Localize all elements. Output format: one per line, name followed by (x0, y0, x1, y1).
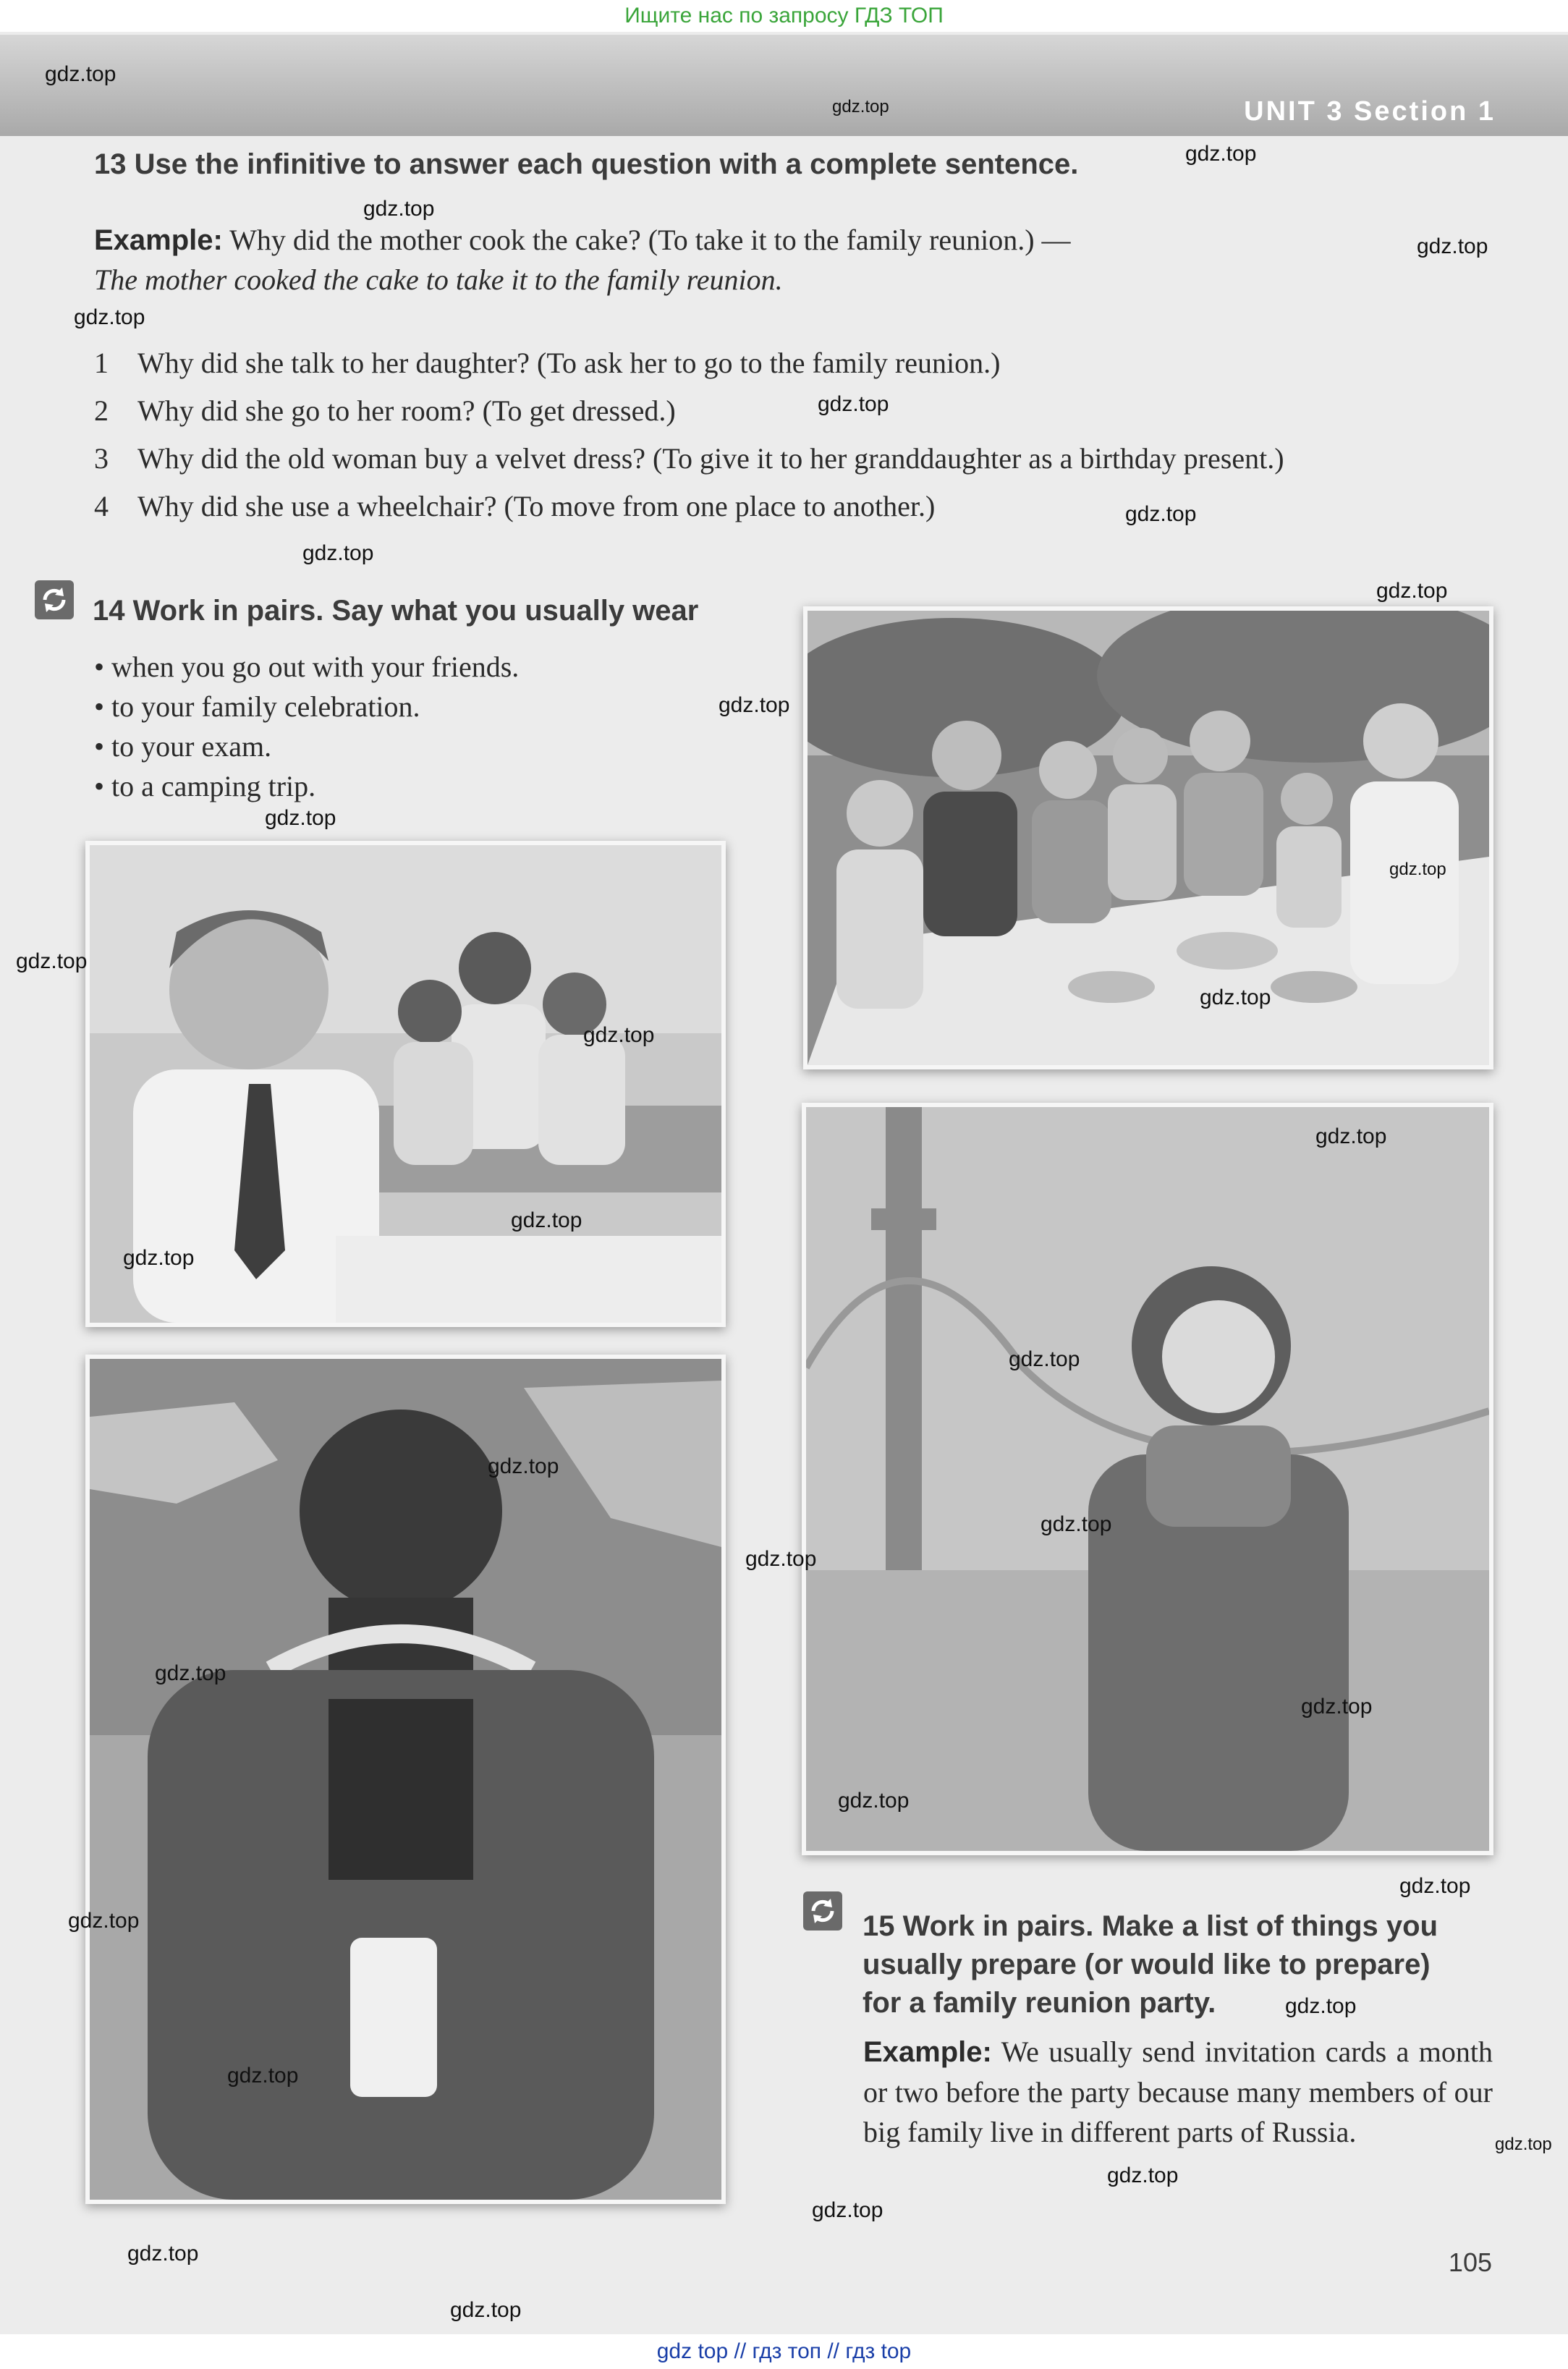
watermark: gdz.top (123, 1246, 195, 1270)
watermark: gdz.top (1315, 1124, 1387, 1148)
young-woman-bridge-photo (802, 1103, 1493, 1855)
exercise-15-title-line: for a family reunion party. (863, 1987, 1216, 2019)
exercise-14-title: 14 Work in pairs. Say what you usually wear (93, 595, 699, 627)
item-number: 3 (94, 442, 109, 475)
exercise-13-example-answer: The mother cooked the cake to take it to the family reunion. (94, 263, 783, 296)
example-label: Example: (863, 2036, 992, 2068)
watermark: gdz.top (583, 1023, 655, 1047)
bullet-item: • when you go out with your friends. (94, 650, 519, 684)
question-item (94, 489, 935, 523)
exercise-13-title: 13 Use the infinitive to answer each question with a complete sentence. (94, 148, 1079, 180)
unit-section-label: UNIT 3 Section 1 (1244, 96, 1496, 127)
watermark: gdz.top (302, 541, 374, 565)
watermark: gdz.top (1376, 579, 1448, 603)
exercise-13-example (94, 223, 1071, 257)
watermark: gdz.top (450, 2298, 522, 2322)
watermark: gdz.top (1399, 1874, 1471, 1898)
watermark: gdz.top (1125, 502, 1197, 526)
example-question: Why did the mother cook the cake? (To take it to the family reunion.) — (222, 224, 1071, 256)
watermark: gdz.top (488, 1454, 559, 1478)
watermark: gdz.top (1107, 2164, 1179, 2187)
top-link-bar (0, 0, 1568, 32)
question-item (94, 394, 676, 428)
item-text: Why did she talk to her daughter? (To ask her to go to the family reunion.) (137, 347, 1001, 379)
exercise-15-title-line: 15 Work in pairs. Make a list of things you (863, 1910, 1438, 1942)
watermark: gdz.top (16, 949, 88, 973)
watermark: gdz.top (1417, 234, 1488, 258)
item-number: 2 (94, 394, 109, 427)
young-man-headphones-photo (85, 1355, 726, 2204)
watermark: gdz.top (227, 2064, 299, 2088)
watermark: gdz.top (818, 392, 889, 416)
bullet-item: • to your family celebration. (94, 690, 420, 724)
example-label: Example: (94, 224, 223, 256)
bullet-item: • to a camping trip. (94, 769, 315, 803)
watermark: gdz.top (745, 1547, 817, 1571)
watermark: gdz.top (812, 2198, 883, 2222)
watermark: gdz.top (363, 197, 435, 221)
exercise-15-example (863, 2032, 1493, 2152)
watermark: gdz.top (127, 2242, 199, 2266)
pair-work-icon (803, 1891, 842, 1931)
pair-work-icon (35, 580, 74, 619)
watermark: gdz.top (838, 1789, 910, 1813)
watermark: gdz.top (1200, 986, 1271, 1009)
item-text: Why did she go to her room? (To get dressed.) (137, 394, 676, 427)
watermark: gdz.top (511, 1208, 582, 1232)
watermark: gdz.top (74, 305, 145, 329)
search-prompt-link[interactable]: Ищите нас по запросу ГДЗ ТОП (624, 4, 944, 27)
watermark: gdz.top (1285, 1994, 1357, 2018)
item-text: Why did she use a wheelchair? (To move from one place to another.) (137, 490, 936, 522)
watermark: gdz.top (1301, 1695, 1373, 1719)
watermark: gdz.top (832, 97, 889, 116)
watermark: gdz.top (1389, 860, 1446, 879)
item-number: 4 (94, 490, 109, 522)
watermark: gdz.top (1185, 142, 1257, 166)
watermark: gdz.top (1495, 2135, 1552, 2154)
watermark: gdz.top (45, 62, 116, 86)
example-text: We usually send invitation cards a month or two before the party because many members of our big family live in different parts of Russia. (863, 2035, 1493, 2148)
bullet-item: • to your exam. (94, 729, 271, 763)
question-item (94, 441, 1284, 475)
watermark: gdz.top (68, 1909, 140, 1933)
watermark: gdz.top (719, 693, 790, 717)
watermark: gdz.top (1041, 1512, 1112, 1536)
page-number: 105 (1448, 2247, 1492, 2277)
question-item (94, 346, 1000, 380)
footer-bar: gdz top // гдз топ // гдз top (0, 2334, 1568, 2369)
family-picnic-photo (803, 606, 1493, 1069)
item-text: Why did the old woman buy a velvet dress? (To give it to her granddaughter as a birthday present.) (137, 442, 1284, 475)
watermark: gdz.top (1009, 1347, 1080, 1371)
item-number: 1 (94, 347, 109, 379)
watermark: gdz.top (155, 1661, 226, 1685)
exercise-15-title-line: usually prepare (or would like to prepare) (863, 1949, 1431, 1980)
watermark: gdz.top (265, 806, 336, 830)
